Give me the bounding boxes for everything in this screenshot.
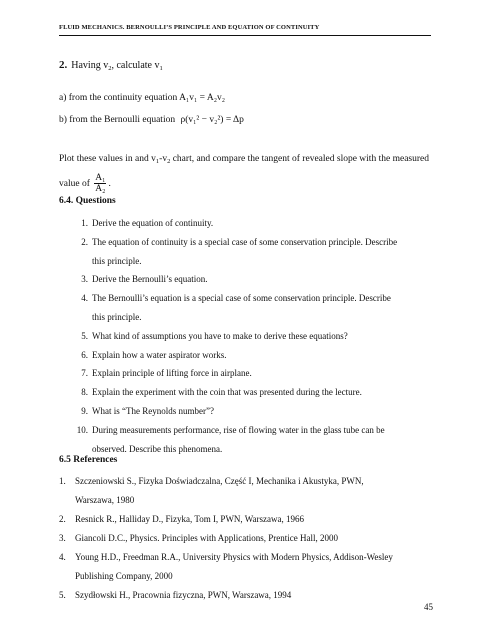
question-item <box>59 421 429 440</box>
reference-item <box>59 529 429 548</box>
fraction-denominator: A₂ <box>95 184 106 195</box>
question-item <box>59 233 429 252</box>
reference-item-number <box>59 491 71 510</box>
question-item-number <box>59 308 92 327</box>
reference-item <box>59 491 429 510</box>
reference-item-text: Giancoli D.C., Physics. Principles with Applications, Prentice Hall, 2000 <box>75 533 338 543</box>
step-number: 2. <box>59 59 68 71</box>
reference-item-number: 4. <box>59 552 66 562</box>
reference-item <box>59 548 429 567</box>
question-item-text: Derive the Bernoulli’s equation. <box>92 274 208 285</box>
question-item-text: During measurements performance, rise of flowing water in the glass tube can be <box>92 424 385 435</box>
step-2 <box>59 59 163 72</box>
line-continuity <box>59 93 225 103</box>
question-item-text: What is “The Reynolds number”? <box>92 405 214 416</box>
question-item <box>59 214 429 233</box>
reference-item-number: 2. <box>59 514 66 524</box>
para-text-2: -v <box>159 154 168 164</box>
reference-item-text: Szczeniowski S., Fizyka Doświadczalna, Część I, Mechanika i Akustyka, PWN, <box>75 476 364 486</box>
question-item-text: Derive the equation of continuity. <box>92 218 214 228</box>
step-sub-2: 1 <box>159 65 163 72</box>
fraction-numerator: A₁ <box>95 173 106 184</box>
reference-item <box>59 472 429 491</box>
continuity-formula: A₁v₁ = A₂v₂ <box>179 93 226 103</box>
reference-item-text: Young H.D., Freedman R.A., University Physics with Modern Physics, Addison-Wesley <box>75 552 393 562</box>
line-a-label: a) from the continuity equation <box>59 93 178 103</box>
para-sub-2: 2 <box>167 158 171 165</box>
question-item-number: 10. <box>76 424 88 435</box>
question-item-text: Explain principle of lifting force in airplane. <box>92 368 252 379</box>
reference-item-text: Warszawa, 1980 <box>75 495 135 505</box>
para-text-1: Plot these values in and v <box>59 154 156 164</box>
page-number: 45 <box>424 602 433 612</box>
reference-item <box>59 510 429 529</box>
question-item <box>59 289 429 308</box>
references-heading: 6.5 References <box>59 455 118 465</box>
question-item <box>59 346 429 365</box>
question-item-text: The Bernoulli’s equation is a special case of some conservation principle. Describe <box>92 293 391 304</box>
step-text-prefix: Having v <box>71 60 109 71</box>
question-item <box>59 308 429 327</box>
question-item-number: 7. <box>81 368 88 379</box>
plot-instructions <box>59 148 429 195</box>
question-item-number: 3. <box>81 274 88 285</box>
questions-list <box>59 214 429 458</box>
question-item-text: What kind of assumptions you have to make to derive these equations? <box>92 330 348 341</box>
reference-item-text: Publishing Company, 2000 <box>75 571 173 581</box>
references-list <box>59 472 429 605</box>
question-item-number: 2. <box>81 236 88 247</box>
step-sub-1: 2 <box>108 65 112 72</box>
question-item-text: Explain how a water aspirator works. <box>92 349 227 360</box>
questions-heading: 6.4. Questions <box>59 196 116 206</box>
question-item <box>59 327 429 346</box>
bernoulli-formula: ρ(v₁² − v₂²) = Δp <box>180 115 244 125</box>
question-item <box>59 270 429 289</box>
question-item <box>59 252 429 271</box>
reference-item <box>59 586 429 605</box>
reference-item-number: 3. <box>59 533 66 543</box>
reference-item-number <box>59 567 71 586</box>
reference-item <box>59 567 429 586</box>
header-rule <box>59 35 431 36</box>
question-item-text: Explain the experiment with the coin that was presented during the lecture. <box>92 387 362 398</box>
reference-item-text: Resnick R., Halliday D., Fizyka, Tom I, PWN, Warszawa, 1966 <box>75 514 305 524</box>
question-item-number <box>59 252 92 271</box>
running-header: FLUID MECHANICS. BERNOULLI’S PRINCIPLE AND EQUATION OF CONTINUITY <box>59 24 320 31</box>
question-item <box>59 402 429 421</box>
step-text-mid: , calculate v <box>111 60 160 71</box>
question-item-number: 9. <box>81 405 88 416</box>
question-item-number: 5. <box>81 330 88 341</box>
reference-item-text: Szydłowski H., Pracownia fizyczna, PWN, Warszawa, 1994 <box>75 590 292 600</box>
question-item <box>59 364 429 383</box>
para-sub-1: 1 <box>155 158 160 165</box>
line-b-label: b) from the Bernoulli equation <box>59 115 176 125</box>
question-item-number: 6. <box>81 349 88 360</box>
reference-item-number: 5. <box>59 590 66 600</box>
line-bernoulli <box>59 115 244 125</box>
question-item-text: observed. Describe this phenomena. <box>92 443 223 454</box>
question-item-number: 8. <box>81 387 88 398</box>
para-end: . <box>108 179 111 189</box>
question-item-text: this principle. <box>92 255 142 266</box>
para-text-3: chart, and compare the tangent of revealed slope with the measured value of <box>59 154 429 189</box>
reference-item-number: 1. <box>59 476 66 486</box>
question-item-number: 4. <box>81 293 88 304</box>
question-item-number: 1. <box>81 218 88 228</box>
question-item-text: this principle. <box>92 311 142 322</box>
question-item-text: The equation of continuity is a special case of some conservation principle. Describe <box>92 236 398 247</box>
area-ratio-fraction <box>94 173 106 194</box>
question-item <box>59 383 429 402</box>
